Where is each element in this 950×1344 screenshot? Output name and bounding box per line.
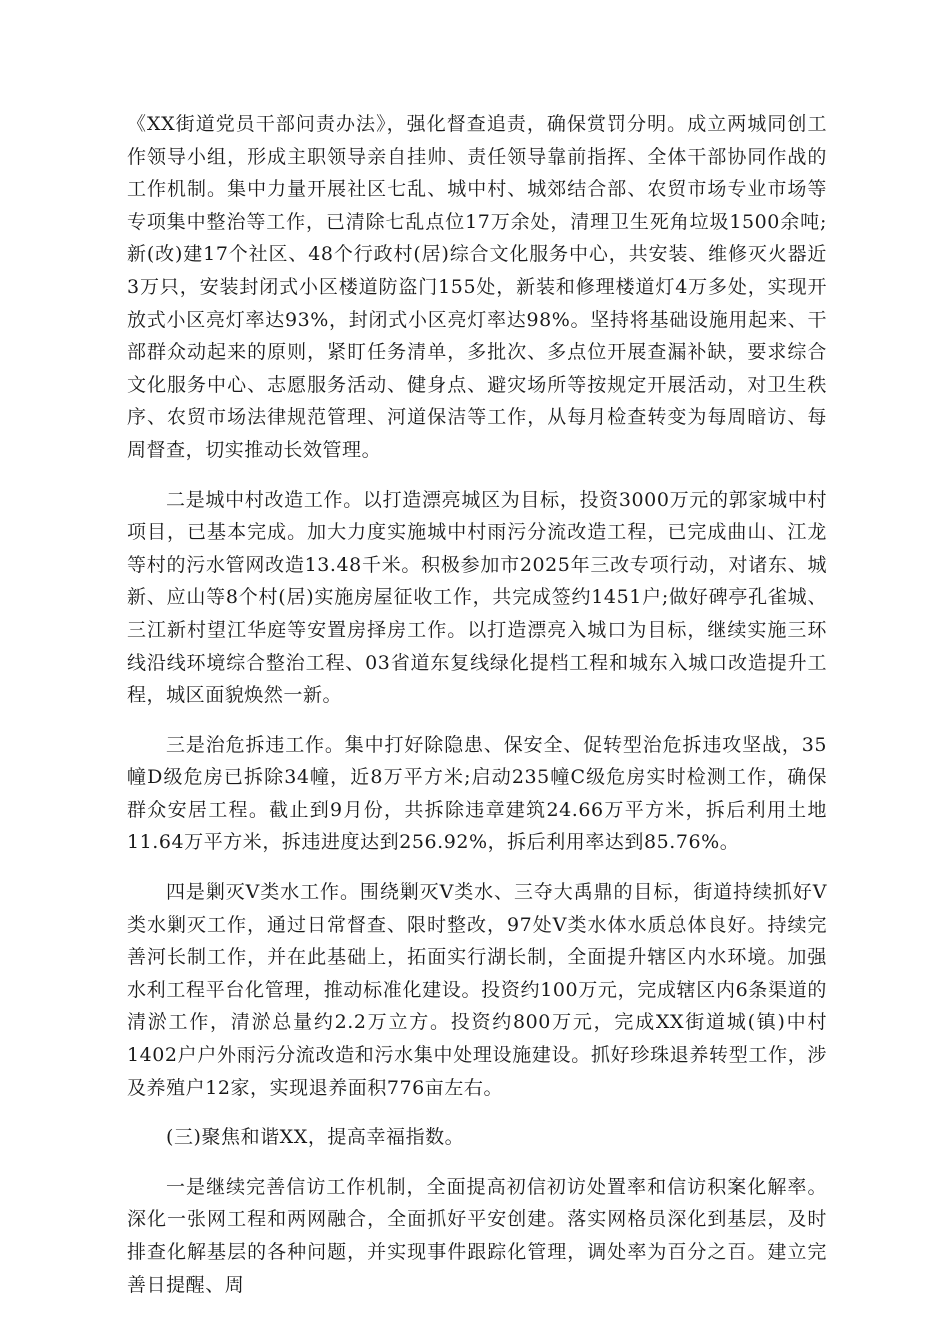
paragraph-accountability-measures: 《XX街道党员干部问责办法》，强化督查追责，确保赏罚分明。成立两城同创工作领导小组，形成主职领导亲自挂帅、责任领导靠前指挥、全体干部协同作战的工作机制。集中力量开展社区七乱、城中村、城郊结合部、农贸市场专业市场等专项集中整治等工作，已清除七乱点位17万余处，清理卫生死角垃圾1500余吨;新(改)建17个社区、48个行政村(居)综合文化服务中心，共安装、维修灭火器近3万只，安装封闭式小区楼道防盗门155处，新装和修理楼道灯4万多处，实现开放式小区亮灯率达93%，封闭式小区亮灯率达98%。坚持将基础设施用起来、干部群众动起来的原则，紧盯任务清单，多批次、多点位开展查漏补缺，要求综合文化服务中心、志愿服务活动、健身点、避灾场所等按规定开展活动，对卫生秩序、农贸市场法律规范管理、河道保洁等工作，从每月检查转变为每周暗访、每周督查，切实推动长效管理。: [127, 113, 827, 461]
paragraph-urban-village-renovation: 二是城中村改造工作。以打造漂亮城区为目标，投资3000万元的郭家城中村项目，已基本完成。加大力度实施城中村雨污分流改造工程，已完成曲山、江龙等村的污水管网改造13.48千米。积极参加市2025年三改专项行动，对诸东、城新、应山等8个村(居)实施房屋征收工作，共完成签约1451户;做好碑亭孔雀城、三江新村望江华庭等安置房择房工作。以打造漂亮入城口为目标，继续实施三环线沿线环境综合整治工程、03省道东复线绿化提档工程和城东入城口改造提升工程，城区面貌焕然一新。: [127, 488, 827, 707]
paragraph-petition-mechanism: 一是继续完善信访工作机制，全面提高初信初访处置率和信访积案化解率。深化一张网工程和两网融合，全面抓好平安创建。落实网格员深化到基层，及时排查化解基层的各种问题，并实现事件跟踪化管理，调处率为百分之百。建立完善日提醒、周: [127, 1175, 827, 1296]
paragraph-dangerous-building-demolition: 三是治危拆违工作。集中打好除隐患、保安全、促转型治危拆违攻坚战，35幢D级危房已拆除34幢，近8万平方米;启动235幢C级危房实时检测工作，确保群众安居工程。截止到9月份，共拆除违章建筑24.66万平方米，拆后利用土地11.64万平方米，拆违进度达到256.92%，拆后利用率达到85.76%。: [127, 733, 827, 854]
document-page: [127, 108, 827, 1318]
section-heading-harmony: (三)聚焦和谐XX，提高幸福指数。: [166, 1126, 465, 1149]
paragraph-water-quality-work: 四是剿灭Ⅴ类水工作。围绕剿灭Ⅴ类水、三夺大禹鼎的目标，街道持续抓好Ⅴ类水剿灭工作，通过日常督查、限时整改，97处Ⅴ类水体水质总体良好。持续完善河长制工作，并在此基础上，拓面实行湖长制，全面提升辖区内水环境。加强水利工程平台化管理，推动标准化建设。投资约100万元，完成辖区内6条渠道的清淤工作，清淤总量约2.2万立方。投资约800万元，完成XX街道城(镇)中村1402户户外雨污分流改造和污水集中处理设施建设。抓好珍珠退养转型工作，涉及养殖户12家，实现退养面积776亩左右。: [127, 881, 827, 1099]
